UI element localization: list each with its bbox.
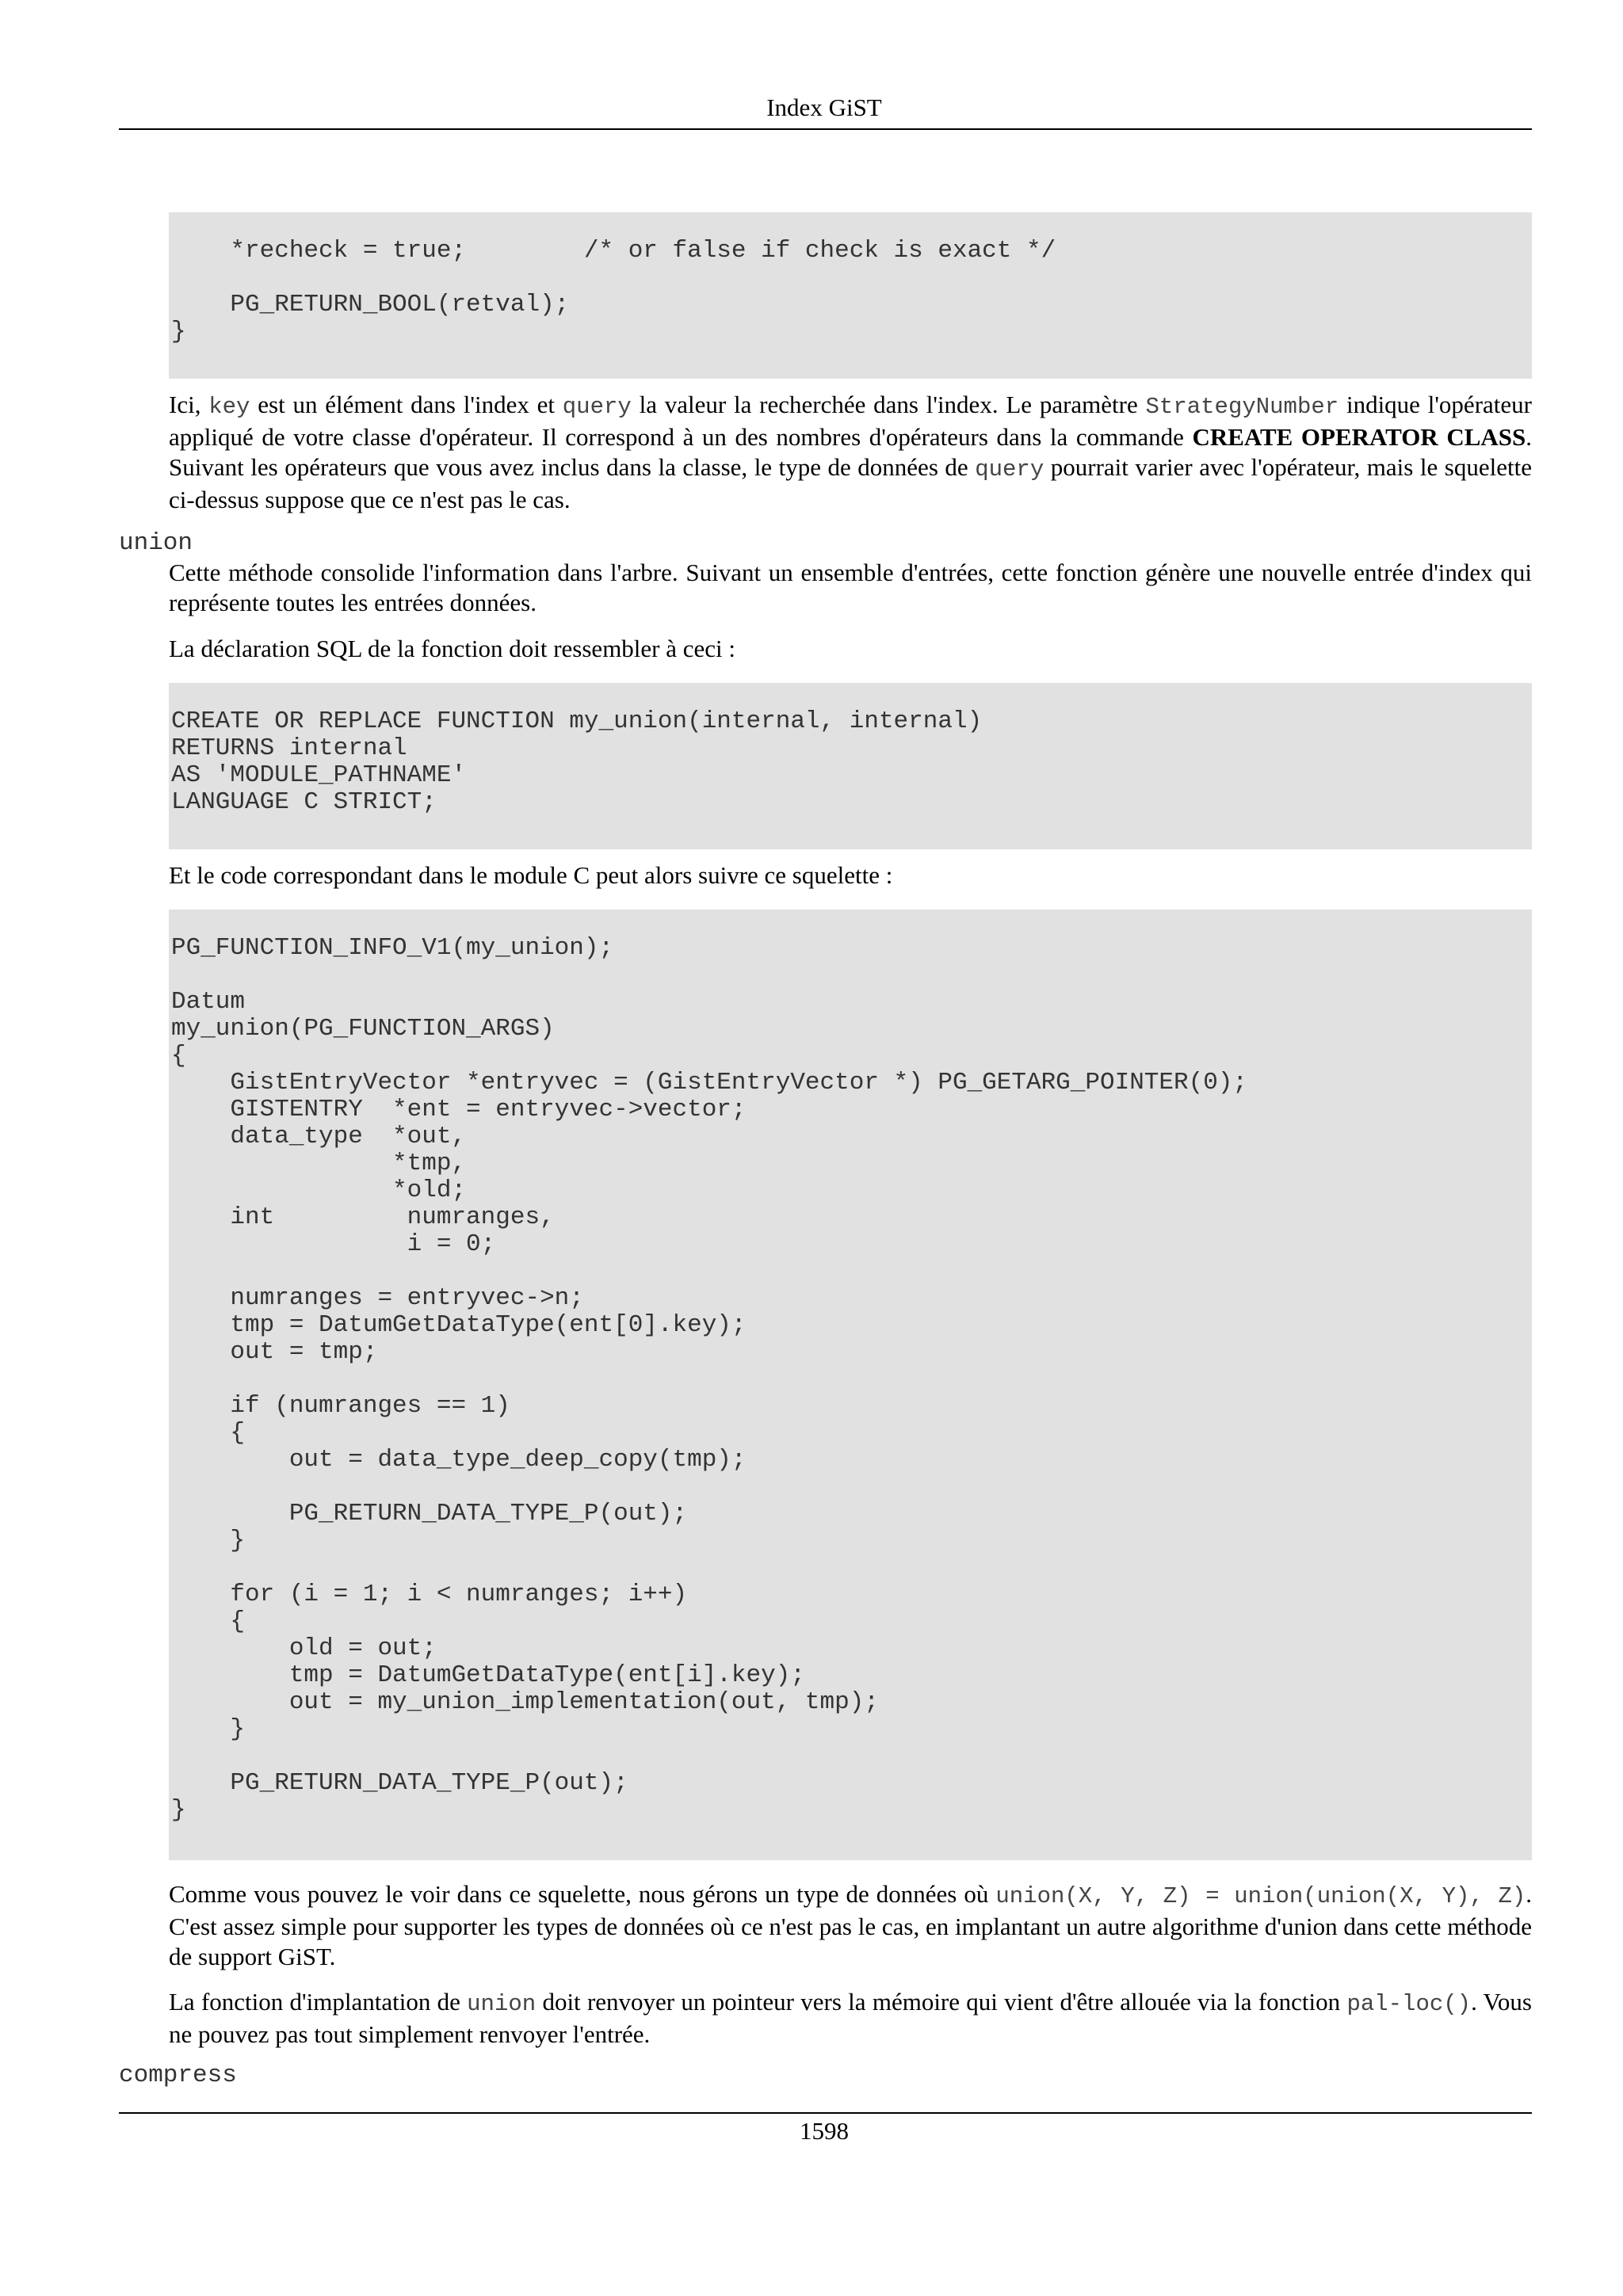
command-name: CREATE OPERATOR CLASS <box>1192 423 1526 451</box>
text: . Suivant les opérateurs que vous avez inclus dans la classe, le type de données de <box>169 423 1532 481</box>
text: Comme vous pouvez le voir dans ce squelette, nous gérons un type de données où <box>169 1880 996 1908</box>
paragraph-union-comme <box>169 1879 1532 1972</box>
header-rule <box>119 128 1532 130</box>
term-union: union <box>119 529 193 557</box>
c-intro: Et le code correspondant dans le module C peut alors suivre ce squelette : <box>169 861 893 889</box>
sql-intro: La déclaration SQL de la fonction doit ressembler à ceci : <box>169 635 736 662</box>
page-number: 1598 <box>800 2117 849 2145</box>
code-palloc: pal-loc() <box>1346 1991 1472 2017</box>
code-union: union <box>467 1991 537 2017</box>
code-block-my-union: PG_FUNCTION_INFO_V1(my_union); Datum my_union(PG_FUNCTION_ARGS) { GistEntryVector *entryvec = (GistEntryVector *) PG_GETARG_POINTER(0); GISTENTRY *ent = entryvec->vector; data_type *out, *tmp, *old; int numranges, i = 0; numranges = entryvec->n; tmp = DatumGetDataType(ent[0].key); out = tmp; if (numranges == 1) { out = data_type_deep_copy(tmp); PG_RETURN_DATA_TYPE_P(out); } for (i = 1; i < numranges; i++) { old = out; tmp = DatumGetDataType(ent[i].key); out = my_union_implementation(out, tmp); } PG_RETURN_DATA_TYPE_P(out); } <box>169 910 1532 1860</box>
text: indique l'opérateur appliqué de votre classe d'opérateur. Il correspond à un des nombres d'opérateurs dans la commande <box>169 391 1532 451</box>
text: Ici, <box>169 391 209 418</box>
text: est un élément dans l'index et <box>250 391 563 418</box>
text: . Vous ne pouvez pas tout simplement renvoyer l'entrée. <box>169 1988 1533 2048</box>
text: . C'est assez simple pour supporter les types de données où ce n'est pas le cas, en implantant un autre algorithme d'union dans cette méthode de support GiST. <box>169 1880 1533 1970</box>
paragraph-key-query <box>169 390 1532 515</box>
text: la valeur la recherchée dans l'index. Le paramètre <box>631 391 1146 418</box>
union-description: Cette méthode consolide l'information dans l'arbre. Suivant un ensemble d'entrées, cette fonction génère une nouvelle entrée d'index qui représente toutes les entrées données. <box>169 559 1532 616</box>
text: doit renvoyer un pointeur vers la mémoire qui vient d'être allouée via la fonction <box>536 1988 1347 2016</box>
term-compress: compress <box>119 2061 237 2089</box>
text: La fonction d'implantation de <box>169 1988 468 2016</box>
code-key: key <box>208 394 250 420</box>
paragraph-union-impl <box>169 1987 1532 2050</box>
code-query: query <box>975 456 1044 482</box>
code-block-sql: CREATE OR REPLACE FUNCTION my_union(internal, internal) RETURNS internal AS 'MODULE_PATHNAME' LANGUAGE C STRICT; <box>169 683 1532 849</box>
text: pourrait varier avec l'opérateur, mais le squelette ci-dessus suppose que ce n'est pas le cas. <box>169 453 1532 513</box>
running-header: Index GiST <box>766 93 882 121</box>
code-union-expr: union(X, Y, Z) = union(union(X, Y), Z) <box>995 1883 1526 1909</box>
code-query: query <box>562 394 632 420</box>
footer-rule <box>119 2112 1532 2114</box>
code-block-recheck: *recheck = true; /* or false if check is exact */ PG_RETURN_BOOL(retval); } <box>169 212 1532 379</box>
code-strategynumber: StrategyNumber <box>1145 394 1339 420</box>
